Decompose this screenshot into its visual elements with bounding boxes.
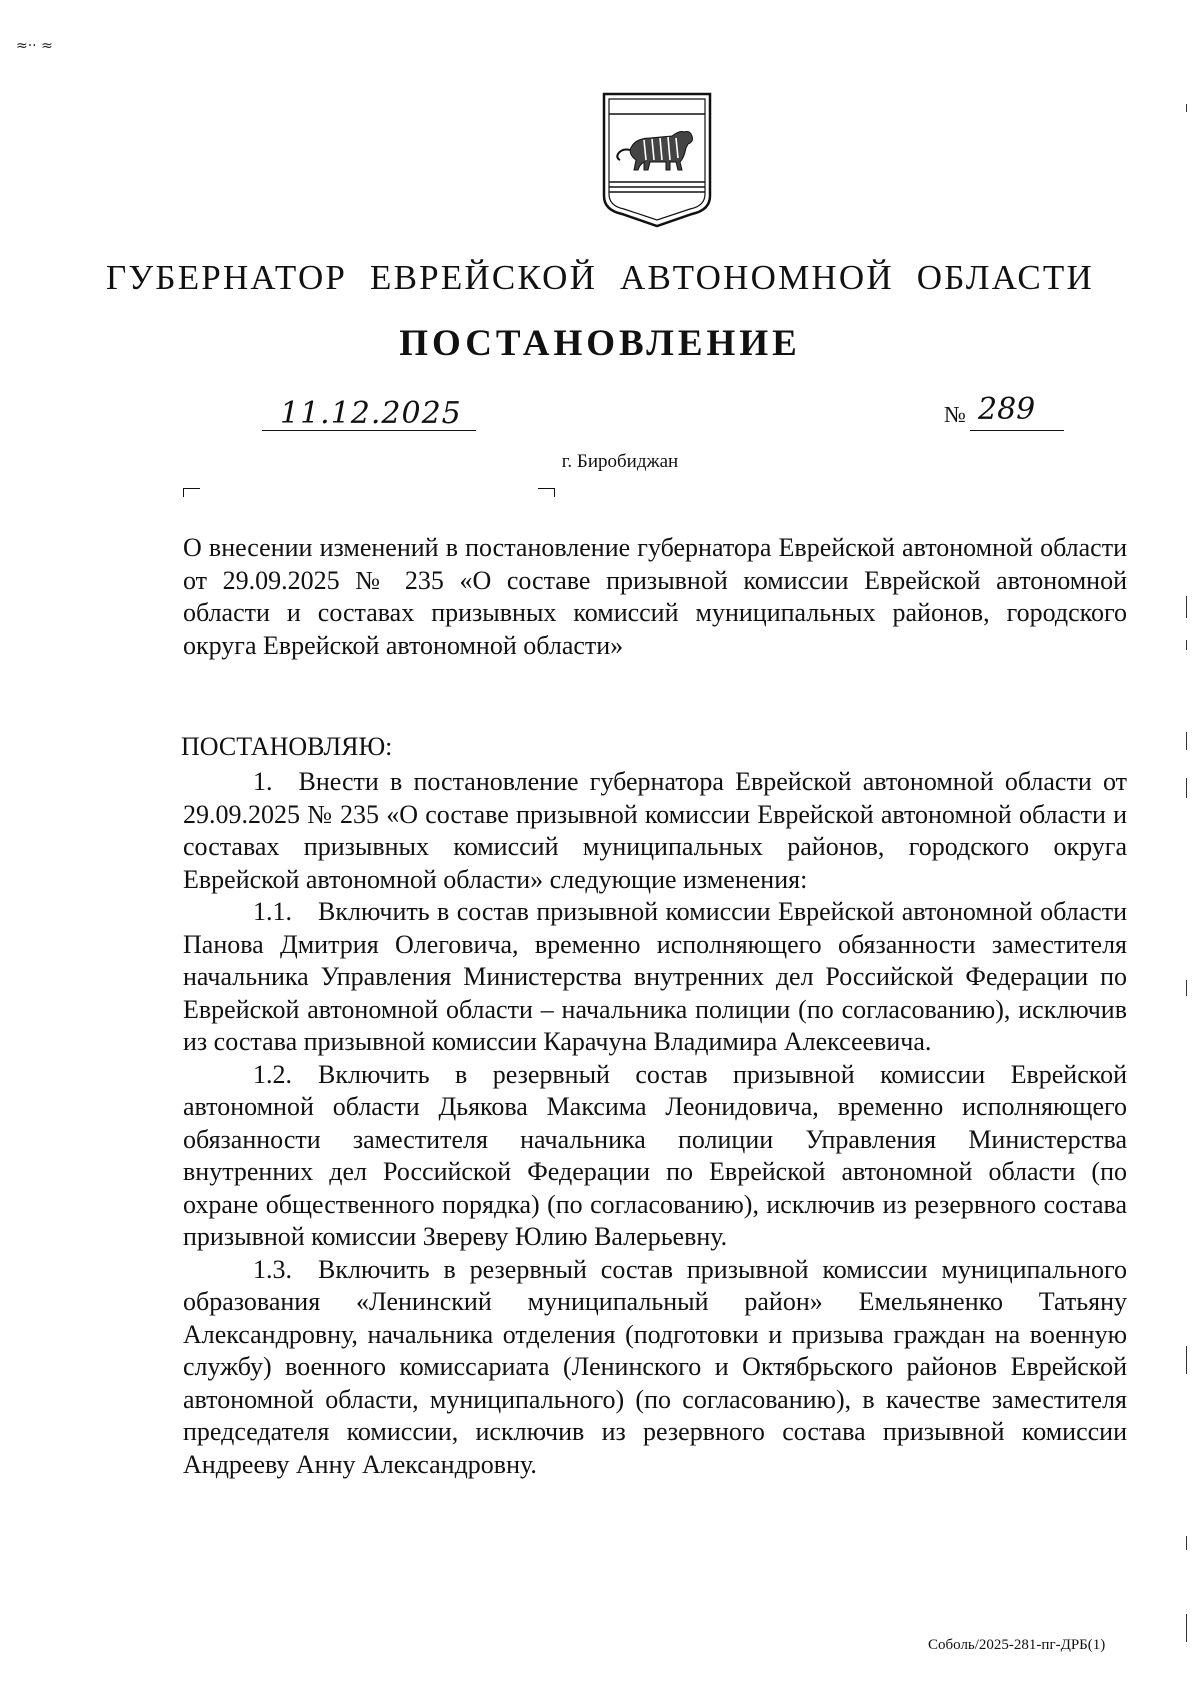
decree-item-1-1: 1.1. Включить в состав призывной комиссии Еврейской автономной области Панова Дмитрия Олеговича, временно исполняющего обязанности заместителя начальника Управления Министерства внутренних дел Российской Федерации по Еврейской автономной области – начальника полиции (по согласованию), исключив из состава призывной комиссии Карачуна Владимира Алексеевича. bbox=[183, 897, 1127, 1056]
number-field bbox=[970, 394, 1064, 431]
handwritten-number: 289 bbox=[978, 392, 1036, 427]
decree-item-1-3: 1.3. Включить в резервный состав призывной комиссии муниципального образования «Ленинский муниципальный район» Емельяненко Татьяну Александровну, начальника отделения (подготовки и призыва граждан на военную службу) военного комиссариата (Ленинского и Октябрьского районов Еврейской автономной области, муниципального) (по согласованию), в качестве заместителя председателя комиссии, исключив из резервного состава призывной комиссии Андрееву Анну Александровну. bbox=[183, 1254, 1127, 1479]
date-field bbox=[262, 396, 476, 431]
scan-edge-tick bbox=[1186, 980, 1187, 996]
handwritten-date: 11.12.2025 bbox=[280, 396, 462, 431]
scan-edge-tick bbox=[1186, 732, 1187, 750]
subject-bracket-left bbox=[183, 488, 200, 497]
scan-edge-tick bbox=[1186, 1346, 1187, 1374]
scan-edge-tick bbox=[1186, 104, 1187, 112]
document-subject bbox=[183, 532, 1127, 662]
scan-edge-tick bbox=[1186, 640, 1187, 650]
document-body bbox=[183, 766, 1127, 1481]
scan-edge-tick bbox=[1186, 1614, 1187, 1642]
scan-edge-tick bbox=[1186, 1536, 1187, 1550]
document-type-title: ПОСТАНОВЛЕНИЕ bbox=[399, 323, 801, 364]
scan-edge-tick bbox=[1186, 596, 1187, 618]
decree-heading: ПОСТАНОВЛЯЮ: bbox=[181, 732, 393, 761]
issuer-title: ГУБЕРНАТОР ЕВРЕЙСКОЙ АВТОНОМНОЙ ОБЛАСТИ bbox=[106, 258, 1094, 297]
document-code: Соболь/2025-281-пг-ДРБ(1) bbox=[928, 1637, 1106, 1653]
coat-of-arms-icon bbox=[600, 92, 714, 228]
place-of-issue: г. Биробиджан bbox=[561, 451, 679, 472]
scan-edge-tick bbox=[1186, 778, 1187, 798]
decree-item-1-2: 1.2. Включить в резервный состав призывной комиссии Еврейской автономной области Дьякова Максима Леонидовича, временно исполняющего обязанности заместителя начальника полиции Управления Министерства внутренних дел Российской Федерации по Еврейской автономной области (по охране общественного порядка) (по согласованию), исключив из резервного состава призывной комиссии Звереву Юлию Валерьевну. bbox=[183, 1059, 1127, 1251]
subject-bracket-right bbox=[538, 488, 555, 497]
subject-text: О внесении изменений в постановление губернатора Еврейской автономной области от 29.09.2025 № 235 «О составе призывной комиссии Еврейской автономной области и составах призывных комиссий муниципальных районов, городского округа Еврейской автономной области» bbox=[183, 533, 1127, 660]
number-label: № bbox=[944, 402, 966, 427]
decree-item-1: 1. Внести в постановление губернатора Еврейской автономной области от 29.09.2025 № 235 «О составе призывной комиссии Еврейской автономной области и составах призывных комиссий муниципальных районов, городского округа Еврейской автономной области» следующие изменения: bbox=[183, 767, 1127, 894]
scan-artifact-mark: ≈·· ≈ bbox=[16, 38, 53, 54]
